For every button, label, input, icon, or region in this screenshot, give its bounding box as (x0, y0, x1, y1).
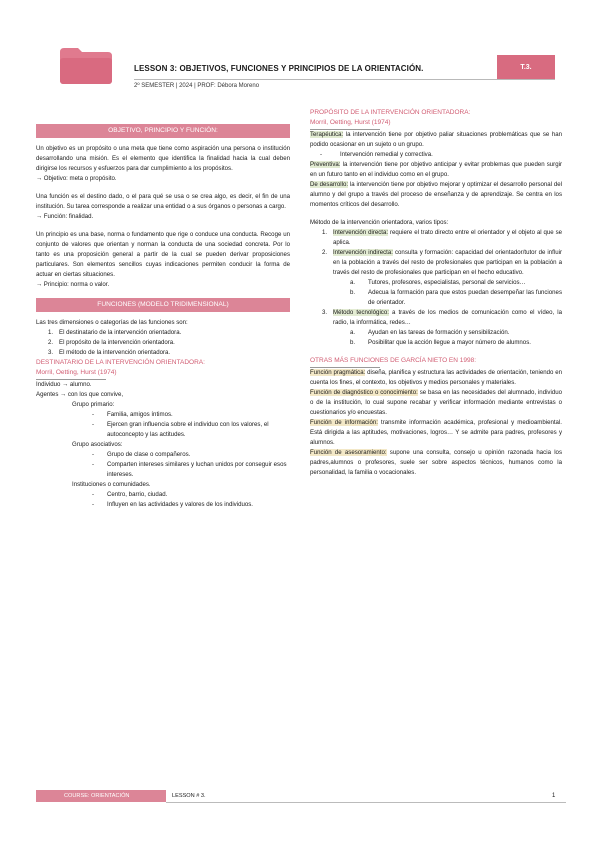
dimensions-intro: Las tres dimensiones o categorías de las funciones son: (36, 319, 188, 326)
list-item: b. Adecua la formación para que estos puedan desempeñar las funciones de orientador. (350, 289, 562, 306)
list-item: - Centro, barrio, ciudad. (92, 491, 168, 498)
heading-otras-funciones: OTRAS MÁS FUNCIONES DE GARCÍA NIETO EN 1998: (310, 357, 477, 364)
authors-destinatario: Morril, Oetting, Hurst (1974) (36, 369, 117, 376)
summary-principio: → Principio: norma o valor. (36, 281, 110, 288)
paragraph-funcion-asesoramiento: Función de asesoramiento: supone una consulta, consejo u opinión razonada hacia los padres,alumnos o profesores, suele ser sobre aspectos técnicos, humanos como la personalidad, la familia o vocacionales. (310, 449, 562, 476)
paragraph-terapeutica: Terapéutica: la intervención tiene por objetivo paliar situaciones problemáticas que se han podido ocasionar en un sujeto o un grupo. (310, 131, 562, 148)
list-item: b. Posibilitar que la acción llegue a mayor número de alumnos. (350, 339, 531, 346)
topic-badge: T.3. (497, 55, 555, 79)
header-divider (134, 79, 555, 80)
list-item: - Influyen en las actividades y valores de los individuos. (92, 501, 253, 508)
paragraph-preventiva: Preventiva: la intervención tiene por objetivo anticipar y evitar problemas que pueden surgir en un futuro tanto en el individuo como en el grupo. (310, 161, 562, 178)
folder-icon (60, 48, 112, 84)
text-agentes: Agentes → con los que convive, (36, 391, 124, 398)
list-item: a. Tutores, profesores, especialistas, personal de servicios… (350, 279, 526, 286)
paragraph-funcion-informacion: Función de información: transmite información académica, profesional y medioambiental. Está dirigida a las aptitudes, motivaciones, logros… Y se admite para padres, profesores y alumnos. (310, 419, 562, 446)
list-item: - Ejercen gran influencia sobre el individuo con los valores, el autoconcepto y las actitudes. (92, 421, 269, 438)
page-subtitle: 2º SEMESTER | 2024 | PROF: Débora Moreno (134, 83, 260, 89)
footer-course: COURSE: ORIENTACIÓN (36, 790, 166, 802)
metodo-intro: Método de la intervención orientadora, varios tipos: (310, 219, 449, 226)
paragraph-desarrollo: De desarrollo: la intervención tiene por objetivo mejorar y optimizar el desarrollo personal del alumno y del grupo a través del proceso de enseñanza y de aprendizaje. Se centra en los momentos críticos del desarrollo. (310, 181, 563, 208)
list-item: - Comparten intereses similares y luchan unidos por conseguir esos intereses. (92, 461, 287, 478)
list-item: a. Ayudan en las tareas de formación y sensibilización. (350, 329, 510, 336)
list-item: 3. El método de la intervención orientadora. (48, 349, 171, 356)
right-column (310, 108, 562, 478)
page-title: LESSON 3: OBJETIVOS, FUNCIONES Y PRINCIPIOS DE LA ORIENTACIÓN. (134, 64, 424, 73)
footer-divider (166, 802, 566, 803)
section-heading-objetivo: OBJETIVO, PRINCIPIO Y FUNCIÓN: (36, 124, 290, 138)
paragraph-objetivo: Un objetivo es un propósito o una meta que tiene como aspiración una persona o institución desarrollando una misión. Es el elemento que identifica la finalidad hacia la cual deben dirigirse los recursos y esfuerzos para dar cumplimiento a los propósitos. (36, 145, 290, 172)
label-grupo-asociativo: Grupo asociativos: (72, 441, 123, 448)
summary-objetivo: → Objetivo: meta o propósito. (36, 175, 117, 182)
label-instituciones: Instituciones o comunidades. (72, 481, 151, 488)
left-column (36, 124, 290, 510)
paragraph-funcion-diagnostico: Función de diagnóstico o conocimiento: se basa en las necesidades del alumnado, individuo o de la institución, lo cual supone recabar y verificar información mediante entrevistas o cuestionarios y/o encuestas. (310, 389, 563, 416)
paragraph-principio: Un principio es una base, norma o fundamento que rige o conduce una conducta. Recoge un conjunto de valores que orientan y norman la conducta de una sociedad concreta. Por lo tanto es una proposición general a partir de la cual se pueden derivar proposiciones particulares. Son elementos sencillos cuyas indicaciones permiten conducir la forma de actuar en ciertas situaciones. (36, 231, 290, 278)
list-item: 1. Intervención directa: requiere el trato directo entre el orientador y el objeto al que se aplica. (322, 229, 563, 246)
list-item: 2. Intervención indirecta: consulta y formación: capacidad del orientador/tutor de influir en la población a través del resto de profesionales que participan en la población a través del resto de profesionales que participan en el hecho educativo. (322, 249, 562, 276)
list-item: 2. El propósito de la intervención orientadora. (48, 339, 175, 346)
text-individuo: Individuo → alumno. (36, 381, 92, 388)
list-item: 1. El destinatario de la intervención orientadora. (48, 329, 182, 336)
list-item: 3. Método tecnológico: a través de los medios de comunicación como el vídeo, la radio, la informática, redes… (322, 309, 563, 326)
paragraph-funcion-pragmatica: Función pragmática: diseña, planifica y estructura las actividades de orientación, teniendo en cuenta los fines, el contexto, los objetivos y medios personales y materiales. (310, 369, 562, 386)
page-number: 1 (552, 793, 556, 799)
label-grupo-primario: Grupo primario: (72, 401, 115, 408)
paragraph-funcion: Una función es el destino dado, o el para qué se usa o se crea algo, es decir, el fin de una institución. Su tarea corresponde a realizar una entidad o a sus órganos o personas a cargo. (36, 193, 290, 210)
section-heading-funciones: FUNCIONES (MODELO TRIDIMENSIONAL) (36, 298, 290, 312)
list-item: - Familia, amigos íntimos. (92, 411, 173, 418)
summary-funcion: → Función: finalidad. (36, 213, 94, 220)
heading-proposito: PROPÓSITO DE LA INTERVENCIÓN ORIENTADORA: (310, 109, 471, 116)
authors-proposito: Morril, Oetting, Hurst (1974) (310, 119, 391, 126)
list-item: - Intervención remedial y correctiva. (320, 151, 433, 158)
footer-lesson: LESSON # 3. (172, 793, 206, 799)
list-item: - Grupo de clase o compañeros. (92, 451, 191, 458)
heading-destinatario: DESTINATARIO DE LA INTERVENCIÓN ORIENTADORA: (36, 359, 205, 366)
